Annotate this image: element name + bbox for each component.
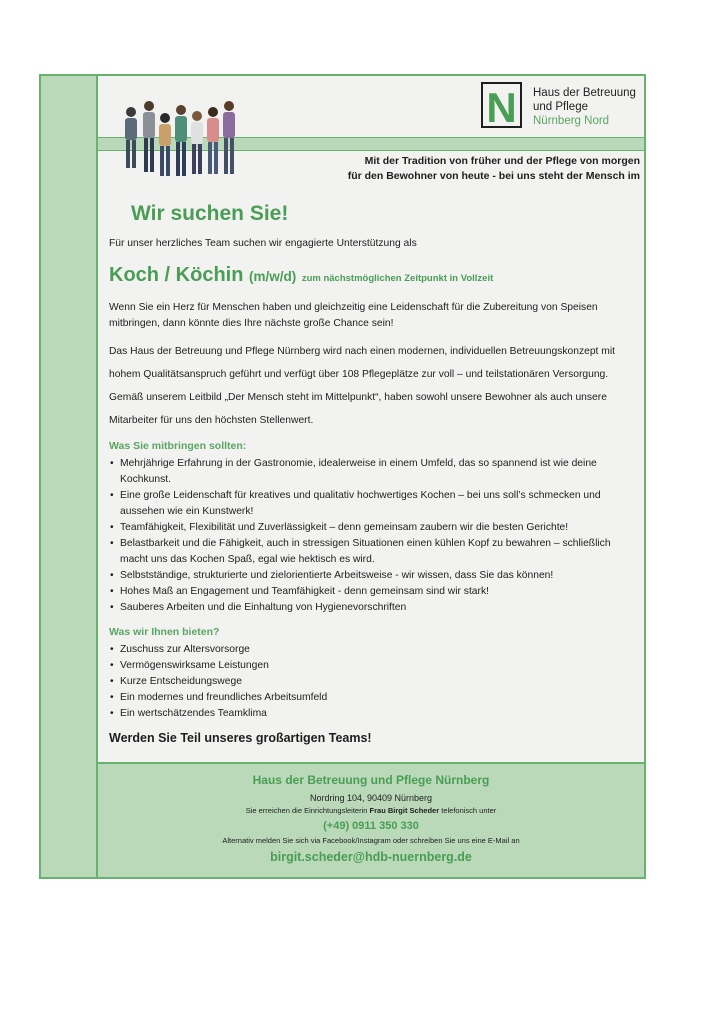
left-green-bar	[41, 76, 98, 877]
footer-title: Haus der Betreuung und Pflege Nürnberg	[252, 773, 490, 787]
intro-text: Für unser herzliches Team suchen wir engagierte Unterstützung als	[109, 238, 417, 249]
contact-footer	[98, 762, 644, 877]
job-timing: zum nächstmöglichen Zeitpunkt in Vollzeit	[301, 273, 494, 284]
list-item: • Ein modernes und freundliches Arbeitsumfeld	[109, 690, 641, 706]
team-illustration	[119, 94, 244, 194]
footer-contact-line	[98, 806, 644, 815]
paragraph-1: Wenn Sie ein Herz für Menschen haben und gleichzeitig eine Leidenschaft für die Zubereitung von Speisen mitbringen, dann könnte dies Ihre nächste große Chance sein!	[109, 302, 598, 329]
company-logo	[479, 80, 644, 135]
list-item: • Mehrjährige Erfahrung in der Gastronomie, idealerweise in einem Umfeld, das so spannend ist wie deine Kochkunst.	[109, 456, 641, 488]
contact-suffix: telefonisch unter	[441, 806, 497, 815]
job-gender: (m/w/d)	[249, 269, 297, 284]
requirements-list	[109, 456, 641, 616]
contact-name: Frau Birgit Scheder	[369, 806, 440, 815]
tagline-line-1: Mit der Tradition von früher und der Pflege von morgen	[364, 155, 640, 167]
list-item: • Eine große Leidenschaft für kreatives und qualitativ hochwertiges Kochen – bei uns soll’s schmecken und aussehen wie ein Kunstwerk!	[109, 488, 641, 520]
list-item: • Kurze Entscheidungswege	[109, 674, 641, 690]
job-title-line	[109, 262, 641, 292]
poster-frame	[39, 74, 646, 879]
footer-address: Nordring 104, 90409 Nürnberg	[309, 793, 433, 803]
list-item: • Teamfähigkeit, Flexibilität und Zuverlässigkeit – denn gemeinsam zaubern wir die besten Gerichte!	[109, 520, 641, 536]
requirements-heading: Was Sie mitbringen sollten:	[109, 440, 247, 452]
tagline	[240, 154, 640, 183]
tagline-line-2: für den Bewohner von heute - bei uns steht der Mensch im	[347, 169, 640, 182]
offers-list	[109, 642, 641, 722]
list-item: • Sauberes Arbeiten und die Einhaltung von Hygienevorschriften	[109, 600, 641, 616]
job-title: Koch / Köchin	[109, 264, 244, 286]
list-item: • Vermögenswirksame Leistungen	[109, 658, 641, 674]
footer-email-link[interactable]: birgit.scheder@hdb-nuernberg.de	[270, 850, 472, 864]
call-to-action: Werden Sie Teil unseres großartigen Teams!	[109, 731, 372, 745]
logo-line-3: Nürnberg Nord	[533, 115, 610, 127]
list-item: • Zuschuss zur Altersvorsorge	[109, 642, 641, 658]
contact-prefix: Sie erreichen die Einrichtungsleiterin	[245, 806, 368, 815]
list-item: • Ein wertschätzendes Teamklima	[109, 706, 641, 722]
list-item: • Belastbarkeit und die Fähigkeit, auch in stressigen Situationen einen kühlen Kopf zu bewahren – schließlich macht uns das Kochen Spaß, egal wie hektisch es wird.	[109, 536, 641, 568]
logo-line-2: und Pflege	[533, 101, 588, 113]
footer-alt-contact: Alternativ melden Sie sich via Facebook/Instagram oder schreiben Sie uns eine E-Mail an	[222, 836, 520, 845]
offers-heading: Was wir Ihnen bieten?	[109, 626, 220, 638]
headline: Wir suchen Sie!	[131, 202, 289, 225]
list-item: • Selbstständige, strukturierte und zielorientierte Arbeitsweise - wir wissen, dass Sie das können!	[109, 568, 641, 584]
svg-text:N: N	[486, 84, 517, 130]
logo-line-1: Haus der Betreuung	[533, 87, 636, 99]
main-content	[109, 196, 641, 745]
footer-phone[interactable]: (+49) 0911 350 330	[323, 820, 419, 832]
logo-n-mark	[479, 80, 524, 130]
list-item: • Hohes Maß an Engagement und Teamfähigkeit - denn gemeinsam sind wir stark!	[109, 584, 641, 600]
paragraph-2: Das Haus der Betreuung und Pflege Nürnberg wird nach einen modernen, individuellen Betreuungskonzept mit hohem Qualitätsanspruch geführt und verfügt über 108 Pflegeplätze zur voll – und teilstationären Versorgung. Gemäß unserem Leitbild „Der Mensch steht im Mittelpunkt“, haben sowohl unsere Bewohner als auch unsere Mitarbeiter für uns den höchsten Stellenwert.	[109, 346, 616, 426]
